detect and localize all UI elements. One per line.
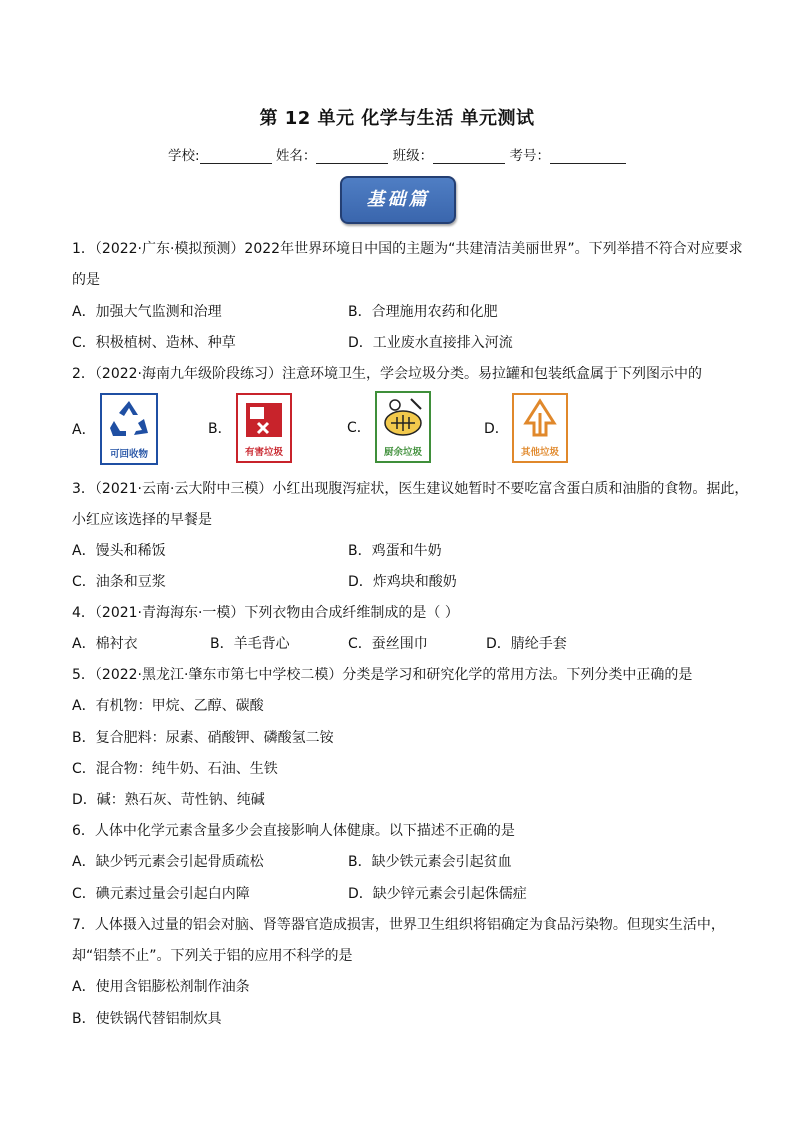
fishbone-icon <box>377 393 429 445</box>
student-info-row <box>0 144 794 164</box>
q5-option-d[interactable]: D．碱：熟石灰、苛性钠、纯碱 <box>72 792 265 808</box>
q5-stem: 5．（2022·黑龙江·肇东市第七中学校二模）分类是学习和研究化学的常用方法。下列分类中正确的是 <box>72 667 693 683</box>
class-label: 班级： <box>392 148 434 164</box>
q1-stem-line1: 1．（2022·广东·模拟预测）2022年世界环境日中国的主题为“共建清洁美丽世界”。下列举措不符合对应要求 <box>72 241 743 257</box>
q4-stem: 4．（2021·青海海东·一模）下列衣物由合成纤维制成的是（ ） <box>72 605 459 621</box>
name-label: 姓名： <box>275 148 317 164</box>
q2-option-c[interactable] <box>347 391 431 463</box>
other-waste-icon <box>514 395 566 445</box>
q4-option-b[interactable]: B．羊毛背心 <box>210 636 290 652</box>
q2-option-d[interactable] <box>484 393 568 463</box>
q7-option-a[interactable]: A．使用含铝膨松剂制作油条 <box>72 979 250 995</box>
q7-stem-line2: 却“铝禁不止”。下列关于铝的应用不科学的是 <box>72 948 353 964</box>
q6-option-c[interactable]: C．碘元素过量会引起白内障 <box>72 886 250 902</box>
q2-stem: 2．（2022·海南九年级阶段练习）注意环境卫生，学会垃圾分类。易拉罐和包装纸盒属于下列图示中的 <box>72 366 702 382</box>
q6-option-d[interactable]: D．缺少锌元素会引起侏儒症 <box>348 886 527 902</box>
school-label: 学校: <box>168 148 200 164</box>
class-blank[interactable] <box>433 149 505 164</box>
q1-option-d[interactable]: D．工业废水直接排入河流 <box>348 335 513 351</box>
q1-option-a[interactable]: A．加强大气监测和治理 <box>72 304 222 320</box>
other-caption: 其他垃圾 <box>520 447 559 458</box>
recyclable-caption: 可回收物 <box>109 449 148 460</box>
q2-option-b[interactable] <box>208 393 292 463</box>
hazardous-bin-icon <box>236 393 292 463</box>
school-blank[interactable] <box>200 149 272 164</box>
q3-option-a[interactable]: A．馒头和稀饭 <box>72 543 166 559</box>
section-badge: 基础篇 <box>340 176 456 224</box>
recyclable-bin-icon <box>100 393 158 465</box>
q3-option-d[interactable]: D．炸鸡块和酸奶 <box>348 574 457 590</box>
q2-option-a-label: A． <box>72 422 96 438</box>
q4-option-c[interactable]: C．蚕丝围巾 <box>348 636 428 652</box>
q6-option-a[interactable]: A．缺少钙元素会引起骨质疏松 <box>72 854 264 870</box>
kitchen-bin-icon <box>375 391 431 463</box>
q3-option-c[interactable]: C．油条和豆浆 <box>72 574 166 590</box>
q5-option-c[interactable]: C．混合物：纯牛奶、石油、生铁 <box>72 761 278 777</box>
q4-option-d[interactable]: D．腈纶手套 <box>486 636 567 652</box>
q1-stem-line2: 的是 <box>72 272 100 288</box>
page-title: 第 12 单元 化学与生活 单元测试 <box>259 108 535 129</box>
name-blank[interactable] <box>316 149 388 164</box>
number-blank[interactable] <box>550 149 626 164</box>
hazard-icon <box>238 395 290 445</box>
q3-stem-line1: 3．（2021·云南·云大附中三模）小红出现腹泻症状，医生建议她暂时不要吃富含蛋白质和油脂的食物。据此， <box>72 481 749 497</box>
q6-option-b[interactable]: B．缺少铁元素会引起贫血 <box>348 854 512 870</box>
q2-option-c-label: C． <box>347 420 371 436</box>
q7-stem-line1: 7．人体摄入过量的铝会对脑、肾等器官造成损害，世界卫生组织将铝确定为食品污染物。但现实生活中， <box>72 917 725 933</box>
q4-option-a[interactable]: A．棉衬衣 <box>72 636 138 652</box>
q6-stem: 6．人体中化学元素含量多少会直接影响人体健康。以下描述不正确的是 <box>72 823 515 839</box>
q3-stem-line2: 小红应该选择的早餐是 <box>72 512 212 528</box>
q1-option-b[interactable]: B．合理施用农药和化肥 <box>348 304 498 320</box>
hazardous-caption: 有害垃圾 <box>244 447 283 458</box>
recycle-icon <box>102 395 156 447</box>
q2-option-b-label: B． <box>208 421 232 437</box>
q7-option-b[interactable]: B．使铁锅代替铝制炊具 <box>72 1011 222 1027</box>
q1-option-c[interactable]: C．积极植树、造林、种草 <box>72 335 236 351</box>
q2-option-d-label: D． <box>484 421 509 437</box>
number-label: 考号： <box>509 148 550 164</box>
kitchen-caption: 厨余垃圾 <box>383 447 422 458</box>
q5-option-b[interactable]: B．复合肥料：尿素、硝酸钾、磷酸氢二铵 <box>72 730 334 746</box>
q2-option-a[interactable] <box>72 393 158 465</box>
other-bin-icon <box>512 393 568 463</box>
q3-option-b[interactable]: B．鸡蛋和牛奶 <box>348 543 442 559</box>
q5-option-a[interactable]: A．有机物：甲烷、乙醇、碳酸 <box>72 698 264 714</box>
